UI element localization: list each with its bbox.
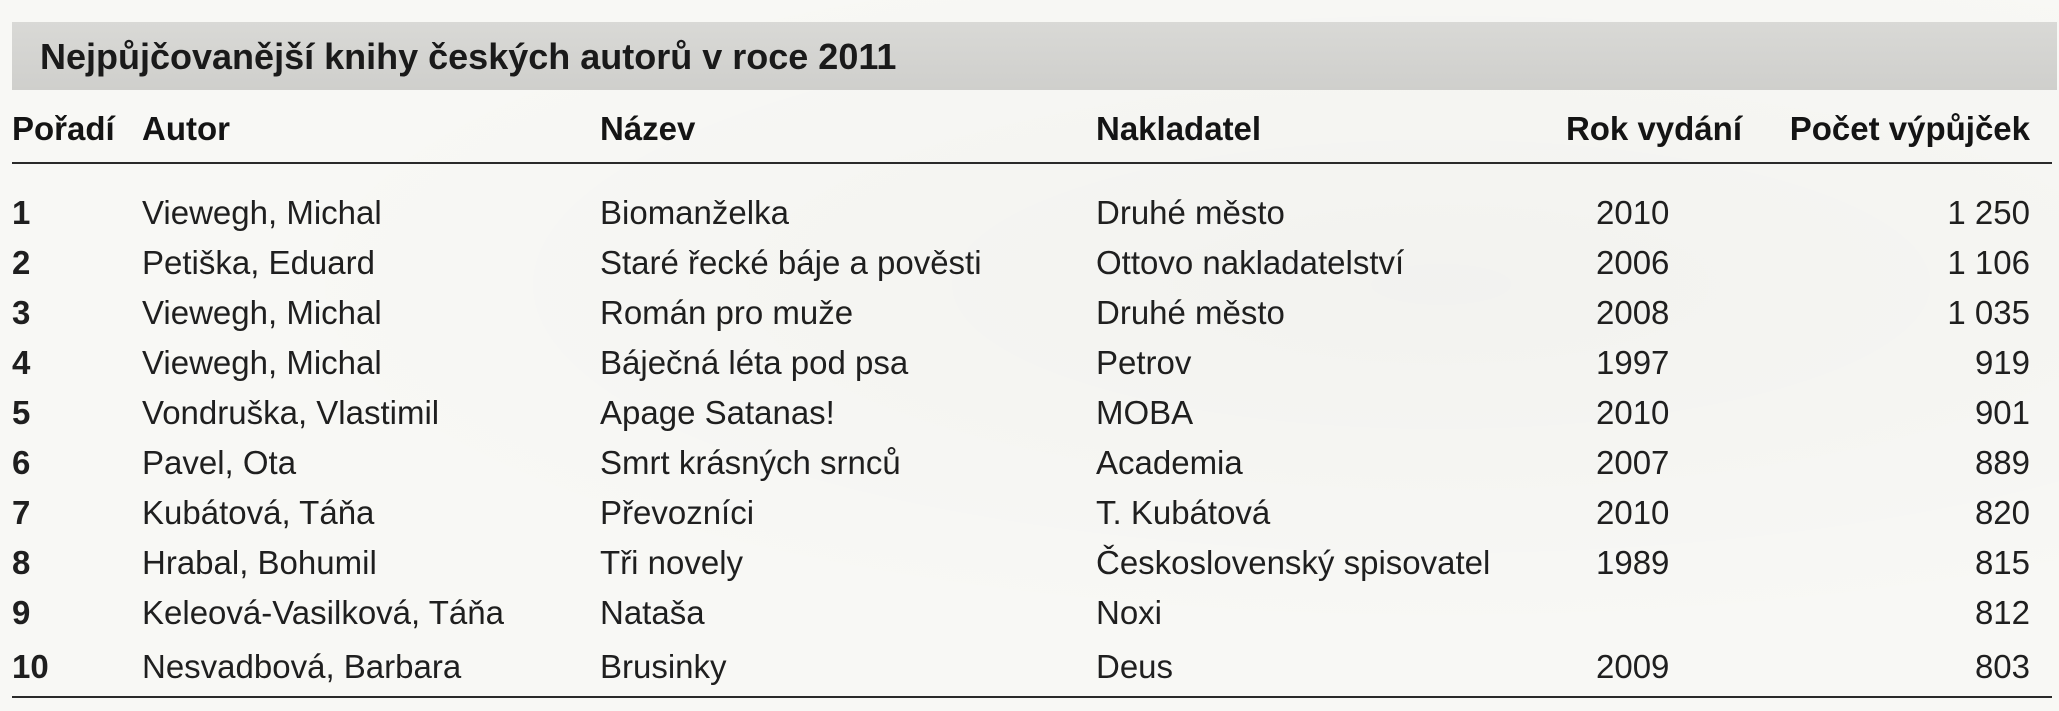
author-cell: Nesvadbová, Barbara bbox=[142, 638, 600, 697]
name-cell: Nataša bbox=[600, 594, 705, 631]
publisher-cell: Ottovo nakladatelství bbox=[1096, 244, 1405, 281]
author-cell: Kubátová, Táňa bbox=[142, 494, 375, 531]
year-cell bbox=[1532, 538, 1760, 588]
count-cell: 889 bbox=[1974, 444, 2030, 481]
year-value: 2006 bbox=[1596, 244, 1670, 281]
author-cell: Viewegh, Michal bbox=[142, 194, 382, 231]
rank-cell: 8 bbox=[12, 544, 31, 581]
year-value: 2008 bbox=[1596, 294, 1670, 331]
year-cell bbox=[1532, 163, 1760, 238]
rank-cell: 10 bbox=[12, 638, 142, 697]
table-title: Nejpůjčovanější knihy českých autorů v roce 2011 bbox=[40, 36, 897, 77]
year-value: 1997 bbox=[1596, 344, 1670, 381]
year-cell bbox=[1532, 288, 1760, 338]
table-row bbox=[12, 538, 2052, 588]
author-cell: Hrabal, Bohumil bbox=[142, 544, 377, 581]
count-cell: 1 106 bbox=[1947, 244, 2030, 281]
author-cell: Pavel, Ota bbox=[142, 444, 297, 481]
count-cell: 1 250 bbox=[1947, 194, 2030, 231]
header-rank: Pořadí bbox=[12, 96, 142, 163]
name-cell: Román pro muže bbox=[600, 294, 854, 331]
table-row bbox=[12, 288, 2052, 338]
count-cell: 919 bbox=[1974, 344, 2030, 381]
year-cell bbox=[1532, 338, 1760, 388]
count-cell: 812 bbox=[1974, 594, 2030, 631]
header-publisher: Nakladatel bbox=[1096, 96, 1532, 163]
year-value: 2010 bbox=[1596, 194, 1670, 231]
author-cell: Viewegh, Michal bbox=[142, 344, 382, 381]
name-cell: Převozníci bbox=[600, 494, 755, 531]
year-cell bbox=[1532, 488, 1760, 538]
publisher-cell: Noxi bbox=[1096, 594, 1163, 631]
table-row bbox=[12, 338, 2052, 388]
rank-cell: 7 bbox=[12, 494, 31, 531]
count-cell: 901 bbox=[1974, 394, 2030, 431]
publisher-cell: T. Kubátová bbox=[1096, 494, 1271, 531]
publisher-cell: MOBA bbox=[1096, 394, 1194, 431]
table-row bbox=[12, 163, 2052, 238]
name-cell: Tři novely bbox=[600, 544, 744, 581]
name-cell: Biomanželka bbox=[600, 194, 789, 231]
table-row bbox=[12, 238, 2052, 288]
header-author: Autor bbox=[142, 96, 600, 163]
name-cell: Apage Satanas! bbox=[600, 394, 835, 431]
table-header-row bbox=[12, 96, 2052, 163]
year-value: 1989 bbox=[1596, 544, 1670, 581]
title-band bbox=[12, 22, 2057, 90]
count-cell: 815 bbox=[1974, 544, 2030, 581]
table-row bbox=[12, 438, 2052, 488]
author-cell: Petiška, Eduard bbox=[142, 244, 375, 281]
count-cell: 803 bbox=[1760, 638, 2052, 697]
rank-cell: 9 bbox=[12, 594, 31, 631]
publisher-cell: Druhé město bbox=[1096, 194, 1285, 231]
name-cell: Brusinky bbox=[600, 638, 1096, 697]
header-year: Rok vydání bbox=[1532, 96, 1760, 163]
rank-cell: 5 bbox=[12, 394, 31, 431]
year-value: 2010 bbox=[1596, 494, 1670, 531]
table-row bbox=[12, 638, 2052, 697]
books-table bbox=[12, 96, 2052, 698]
name-cell: Smrt krásných srnců bbox=[600, 444, 901, 481]
name-cell: Staré řecké báje a pověsti bbox=[600, 244, 982, 281]
table-row bbox=[12, 388, 2052, 438]
author-cell: Vondruška, Vlastimil bbox=[142, 394, 440, 431]
rank-cell: 6 bbox=[12, 444, 31, 481]
header-count: Počet výpůjček bbox=[1760, 96, 2052, 163]
rank-cell: 1 bbox=[12, 194, 31, 231]
count-cell: 1 035 bbox=[1947, 294, 2030, 331]
year-value bbox=[1532, 594, 1596, 631]
table-body bbox=[12, 163, 2052, 697]
publisher-cell: Deus bbox=[1096, 638, 1532, 697]
rank-cell: 4 bbox=[12, 344, 31, 381]
publisher-cell: Československý spisovatel bbox=[1096, 544, 1491, 581]
author-cell: Keleová-Vasilková, Táňa bbox=[142, 594, 504, 631]
publisher-cell: Academia bbox=[1096, 444, 1243, 481]
publisher-cell: Petrov bbox=[1096, 344, 1192, 381]
table-row bbox=[12, 588, 2052, 638]
name-cell: Báječná léta pod psa bbox=[600, 344, 909, 381]
author-cell: Viewegh, Michal bbox=[142, 294, 382, 331]
header-name: Název bbox=[600, 96, 1096, 163]
publisher-cell: Druhé město bbox=[1096, 294, 1285, 331]
count-cell: 820 bbox=[1974, 494, 2030, 531]
rank-cell: 2 bbox=[12, 244, 31, 281]
rank-cell: 3 bbox=[12, 294, 31, 331]
year-cell bbox=[1532, 638, 1760, 697]
year-value: 2009 bbox=[1596, 648, 1670, 685]
table-row bbox=[12, 488, 2052, 538]
year-cell bbox=[1532, 588, 1760, 638]
year-cell bbox=[1532, 388, 1760, 438]
year-value: 2010 bbox=[1596, 394, 1670, 431]
table-container bbox=[12, 96, 2052, 698]
year-cell bbox=[1532, 238, 1760, 288]
year-value: 2007 bbox=[1596, 444, 1670, 481]
year-cell bbox=[1532, 438, 1760, 488]
